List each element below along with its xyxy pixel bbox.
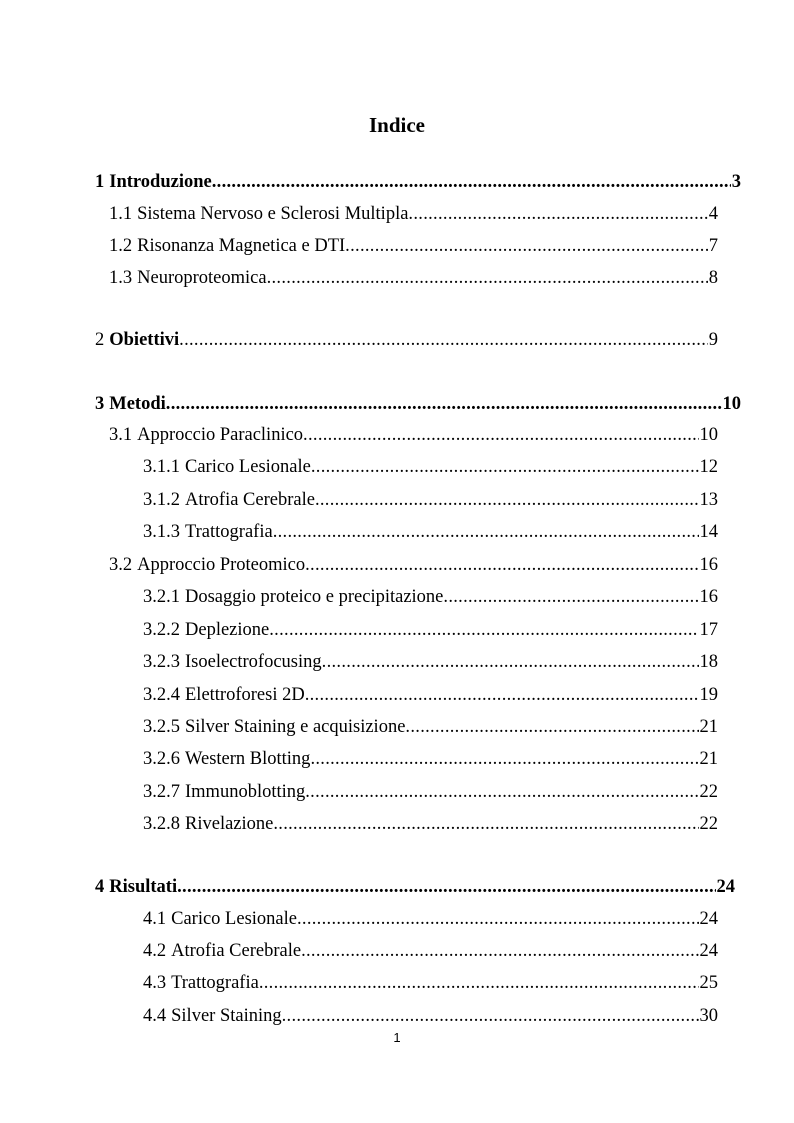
toc-entry-number: 3.2.1 xyxy=(143,587,180,607)
toc-leader-dots xyxy=(282,1004,699,1028)
toc-leader-dots xyxy=(297,907,699,931)
toc-entry-title: Carico Lesionale xyxy=(171,909,297,929)
toc-entry-title: Atrofia Cerebrale xyxy=(185,490,315,510)
toc-entry-page: 8 xyxy=(708,268,718,288)
toc-entry-chapter-2[interactable] xyxy=(95,328,718,352)
toc-entry-page: 22 xyxy=(699,782,718,802)
toc-entry-page: 10 xyxy=(699,425,718,445)
toc-entry-section-3-2[interactable] xyxy=(109,553,718,577)
toc-entry-number: 3.2.4 xyxy=(143,685,180,705)
toc-leader-dots xyxy=(212,170,731,194)
toc-leader-dots xyxy=(177,875,715,899)
toc-leader-dots xyxy=(301,939,698,963)
toc-entry-page: 12 xyxy=(699,457,718,477)
toc-entry-section-1-3[interactable] xyxy=(109,266,718,290)
toc-entry-number: 4.3 xyxy=(143,973,167,993)
toc-entry-page: 16 xyxy=(699,555,718,575)
page-number: 1 xyxy=(393,1030,401,1045)
toc-leader-dots xyxy=(443,585,698,609)
toc-entry-title: Trattografia xyxy=(185,522,273,542)
toc-entry-title: Trattografia xyxy=(171,973,259,993)
toc-entry-page: 24 xyxy=(716,877,735,897)
toc-entry-title: Metodi xyxy=(109,394,166,414)
toc-leader-dots xyxy=(345,234,708,258)
toc-entry-chapter-4[interactable] xyxy=(95,875,735,899)
toc-entry-section-4-4[interactable] xyxy=(143,1004,718,1028)
toc-entry-section-3-2-7[interactable] xyxy=(143,780,718,804)
toc-entry-page: 3 xyxy=(731,172,741,192)
toc-entry-number: 1.3 xyxy=(109,268,133,288)
toc-entry-page: 24 xyxy=(699,909,718,929)
toc-entry-title: Silver Staining xyxy=(171,1006,282,1026)
toc-entry-number: 3.2 xyxy=(109,555,133,575)
toc-leader-dots xyxy=(267,266,708,290)
toc-entry-number: 3.1.3 xyxy=(143,522,180,542)
toc-entry-number: 3.2.6 xyxy=(143,749,180,769)
toc-entry-section-1-1[interactable] xyxy=(109,202,718,226)
toc-entry-number: 4.4 xyxy=(143,1006,167,1026)
toc-entry-number: 4.1 xyxy=(143,909,167,929)
toc-entry-page: 19 xyxy=(699,685,718,705)
toc-entry-section-3-2-6[interactable] xyxy=(143,747,718,771)
toc-entry-section-3-2-2[interactable] xyxy=(143,618,718,642)
toc-entry-section-4-3[interactable] xyxy=(143,971,718,995)
toc-entry-number: 3 xyxy=(95,394,105,414)
toc-entry-section-3-1-3[interactable] xyxy=(143,520,718,544)
toc-entry-page: 24 xyxy=(699,941,718,961)
toc-entry-page: 14 xyxy=(699,522,718,542)
toc-leader-dots xyxy=(166,392,722,416)
toc-entry-title: Risonanza Magnetica e DTI xyxy=(137,236,346,256)
page-title: Indice xyxy=(368,113,425,137)
toc-entry-page: 21 xyxy=(699,749,718,769)
toc-leader-dots xyxy=(305,553,698,577)
toc-entry-section-3-2-5[interactable] xyxy=(143,715,718,739)
toc-leader-dots xyxy=(179,328,708,352)
toc-entry-section-3-2-1[interactable] xyxy=(143,585,718,609)
toc-leader-dots xyxy=(269,618,698,642)
toc-entry-title: Rivelazione xyxy=(185,814,274,834)
toc-entry-section-3-2-4[interactable] xyxy=(143,683,718,707)
toc-entry-title: Carico Lesionale xyxy=(185,457,311,477)
toc-entry-number: 3.1.2 xyxy=(143,490,180,510)
toc-leader-dots xyxy=(405,715,698,739)
toc-entry-number: 4 xyxy=(95,877,105,897)
toc-leader-dots xyxy=(259,971,699,995)
toc-entry-page: 18 xyxy=(699,652,718,672)
toc-entry-page: 16 xyxy=(699,587,718,607)
toc-entry-number: 1.1 xyxy=(109,204,133,224)
toc-entry-title: Approccio Paraclinico xyxy=(137,425,304,445)
toc-entry-chapter-3[interactable] xyxy=(95,392,741,416)
toc-leader-dots xyxy=(273,520,699,544)
toc-leader-dots xyxy=(305,780,698,804)
toc-entry-number: 1.2 xyxy=(109,236,133,256)
toc-entry-page: 13 xyxy=(699,490,718,510)
toc-entry-section-3-2-3[interactable] xyxy=(143,650,718,674)
toc-entry-number: 3.2.8 xyxy=(143,814,180,834)
toc-leader-dots xyxy=(303,423,698,447)
toc-entry-title: Neuroproteomica xyxy=(137,268,267,288)
toc-leader-dots xyxy=(305,683,699,707)
toc-entry-section-4-2[interactable] xyxy=(143,939,718,963)
toc-entry-number: 3.1.1 xyxy=(143,457,180,477)
toc-entry-title: Approccio Proteomico xyxy=(137,555,306,575)
toc-leader-dots xyxy=(408,202,707,226)
toc-entry-page: 17 xyxy=(699,620,718,640)
toc-leader-dots xyxy=(311,455,699,479)
toc-entry-section-4-1[interactable] xyxy=(143,907,718,931)
toc-entry-page: 4 xyxy=(708,204,718,224)
toc-entry-page: 30 xyxy=(699,1006,718,1026)
toc-entry-title: Immunoblotting xyxy=(185,782,306,802)
toc-entry-title: Obiettivi xyxy=(109,330,180,350)
toc-entry-page: 7 xyxy=(708,236,718,256)
toc-entry-number: 1 xyxy=(95,172,105,192)
toc-entry-title: Deplezione xyxy=(185,620,270,640)
toc-entry-title: Isoelectrofocusing xyxy=(185,652,322,672)
toc-entry-title: Silver Staining e acquisizione xyxy=(185,717,406,737)
toc-entry-page: 9 xyxy=(708,330,718,350)
toc-leader-dots xyxy=(310,747,698,771)
toc-entry-title: Dosaggio proteico e precipitazione xyxy=(185,587,444,607)
toc-entry-section-3-2-8[interactable] xyxy=(143,812,718,836)
toc-entry-page: 25 xyxy=(699,973,718,993)
toc-entry-number: 3.2.5 xyxy=(143,717,180,737)
toc-entry-title: Introduzione xyxy=(109,172,212,192)
toc-entry-title: Elettroforesi 2D xyxy=(185,685,305,705)
toc-entry-chapter-1[interactable] xyxy=(95,170,741,194)
toc-leader-dots xyxy=(322,650,699,674)
toc-leader-dots xyxy=(315,488,699,512)
toc-entry-title: Atrofia Cerebrale xyxy=(171,941,302,961)
toc-leader-dots xyxy=(273,812,698,836)
toc-entry-title: Western Blotting xyxy=(185,749,311,769)
toc-entry-section-1-2[interactable] xyxy=(109,234,718,258)
toc-entry-page: 21 xyxy=(699,717,718,737)
toc-entry-section-3-1-1[interactable] xyxy=(143,455,718,479)
toc-entry-number: 3.2.7 xyxy=(143,782,180,802)
toc-entry-page: 22 xyxy=(699,814,718,834)
toc-entry-title: Risultati xyxy=(109,877,178,897)
toc-entry-number: 3.2.3 xyxy=(143,652,180,672)
toc-entry-number: 2 xyxy=(95,330,105,350)
toc-entry-page: 10 xyxy=(722,394,741,414)
toc-entry-number: 3.2.2 xyxy=(143,620,180,640)
toc-entry-section-3-1-2[interactable] xyxy=(143,488,718,512)
toc-entry-number: 4.2 xyxy=(143,941,167,961)
toc-entry-title: Sistema Nervoso e Sclerosi Multipla xyxy=(137,204,409,224)
toc-entry-section-3-1[interactable] xyxy=(109,423,718,447)
toc-entry-number: 3.1 xyxy=(109,425,133,445)
